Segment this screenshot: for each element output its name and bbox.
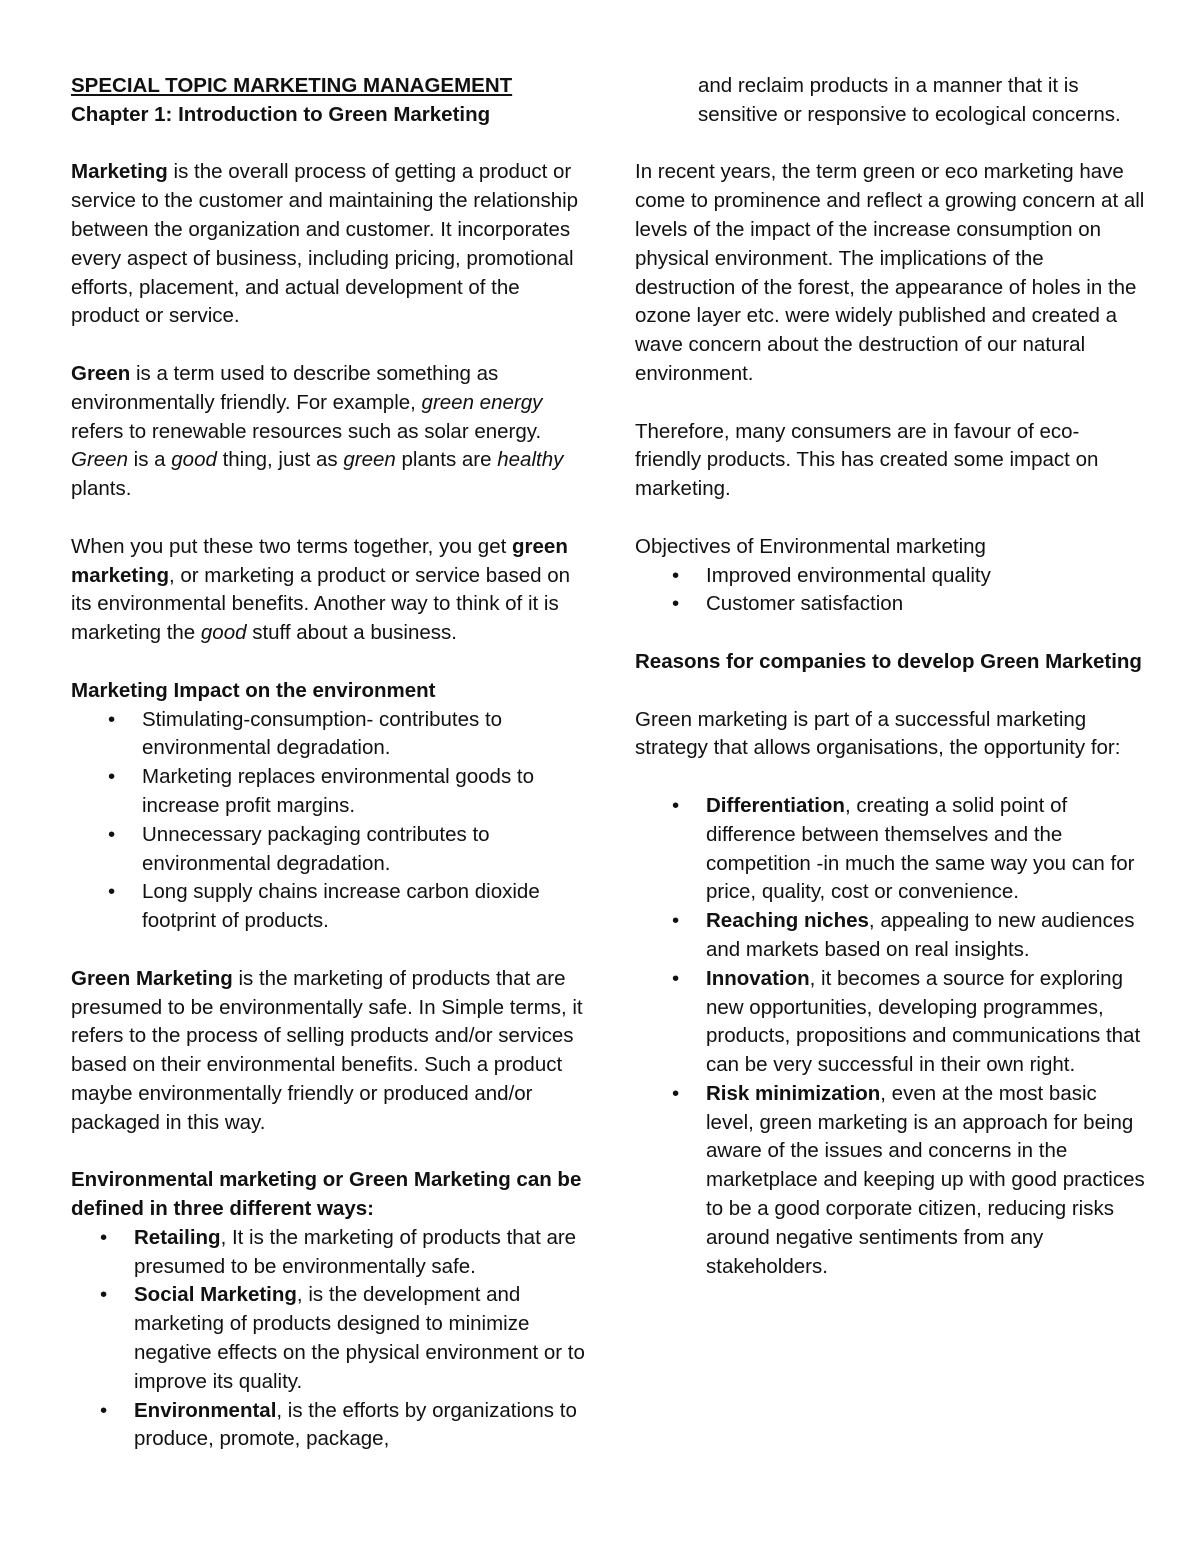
bullet-icon: • [672, 592, 680, 616]
bullet-icon: • [672, 1081, 680, 1105]
bullet-icon: • [108, 707, 116, 731]
bullet-icon: • [672, 793, 680, 817]
bullet-icon: • [100, 1283, 108, 1307]
list-item: • Stimulating-consumption- contributes to environmental degradation. [108, 707, 503, 760]
list-item: • Risk minimization, even at the most basic level, green marketing is an approach for being aware of the issues and concerns in the marketplace and keeping up with good practices to be a good corporate citizen, reducing risks around negative sentiments from any stakeholders. [672, 1081, 1145, 1278]
list-item: • Environmental, is the efforts by organizations to produce, promote, package, [100, 1398, 577, 1451]
bullet-icon: • [672, 966, 680, 990]
list-item: • Reaching niches, appealing to new audiences and markets based on real insights. [672, 909, 1135, 961]
bullet-icon: • [108, 822, 116, 846]
list-item: • Customer satisfaction [706, 590, 1145, 619]
list-item: • Innovation, it becomes a source for exploring new opportunities, developing programmes, products, propositions and communications that can be very successful in their own right. [672, 966, 1141, 1077]
term-marketing: Marketing [71, 160, 168, 184]
document-title: SPECIAL TOPIC MARKETING MANAGEMENT [71, 74, 513, 97]
list-item: • Improved environmental quality [706, 562, 1145, 591]
bullet-icon: • [672, 909, 680, 933]
ways-list [71, 1224, 591, 1454]
right-column [635, 72, 1145, 1281]
list-item: • Social Marketing, is the development and marketing of products designed to minimize negative effects on the physical environment or to improve its quality. [100, 1283, 585, 1393]
ways-heading: Environmental marketing or Green Marketing can be defined in three different ways: [71, 1168, 582, 1221]
continuation-text: and reclaim products in a manner that it is sensitive or responsive to ecological concerns. [698, 74, 1121, 126]
chapter-heading: Chapter 1: Introduction to Green Marketing [71, 102, 491, 126]
list-item: • Unnecessary packaging contributes to environmental degradation. [108, 822, 490, 875]
therefore-paragraph: Therefore, many consumers are in favour of eco-friendly products. This has created some impact on marketing. [635, 419, 1099, 501]
term-green: Green [71, 361, 131, 385]
green-marketing-definition: Green Marketing is the marketing of products that are presumed to be environmentally safe. In Simple terms, it refers to the process of selling products and/or services based on their environmental benefits. Such a product maybe environmentally friendly or produced and/or packaged in this way. [71, 966, 583, 1134]
bullet-icon: • [672, 563, 680, 587]
bullet-icon: • [108, 765, 116, 789]
bullet-icon: • [100, 1225, 108, 1249]
marketing-definition: Marketing is the overall process of getting a product or service to the customer and maintaining the relationship between the organization and customer. It incorporates every aspect of business, including pricing, promotional efforts, placement, and actual development of the product or service. [71, 160, 579, 328]
list-item: • Marketing replaces environmental goods to increase profit margins. [108, 765, 534, 817]
left-column [71, 72, 591, 1454]
recent-years-paragraph: In recent years, the term green or eco marketing have come to prominence and reflect a growing concern at all levels of the impact of the increase consumption on physical environment. The implications of the destruction of the forest, the appearance of holes in the ozone layer etc. were widely published and created a wave concern about the destruction of our natural environment. [635, 160, 1145, 385]
impact-heading: Marketing Impact on the environment [71, 678, 436, 702]
reasons-heading: Reasons for companies to develop Green Marketing [635, 649, 1142, 673]
reasons-list [635, 792, 1145, 1282]
reasons-intro: Green marketing is part of a successful marketing strategy that allows organisations, the opportunity for: [635, 707, 1121, 760]
list-item: • Long supply chains increase carbon dioxide footprint of products. [108, 880, 540, 933]
green-marketing-combined: When you put these two terms together, you get green marketing, or marketing a product or service based on its environmental benefits. Another way to think of it is marketing the good stuff about a business. [71, 534, 571, 645]
bullet-icon: • [108, 880, 116, 904]
list-item: • Differentiation, creating a solid point of difference between themselves and the competition -in much the same way you can for price, quality, cost or convenience. [672, 793, 1135, 904]
objectives-list [635, 562, 1145, 620]
list-item: • Retailing, It is the marketing of products that are presumed to be environmentally safe. [100, 1225, 577, 1278]
impact-list [71, 706, 591, 936]
green-definition: Green is a term used to describe something as environmentally friendly. For example, green energy refers to renewable resources such as solar energy. Green is a good thing, just as green plants are healthy plants. [71, 361, 564, 501]
bullet-icon: • [100, 1398, 108, 1422]
objectives-heading: Objectives of Environmental marketing [635, 534, 986, 558]
